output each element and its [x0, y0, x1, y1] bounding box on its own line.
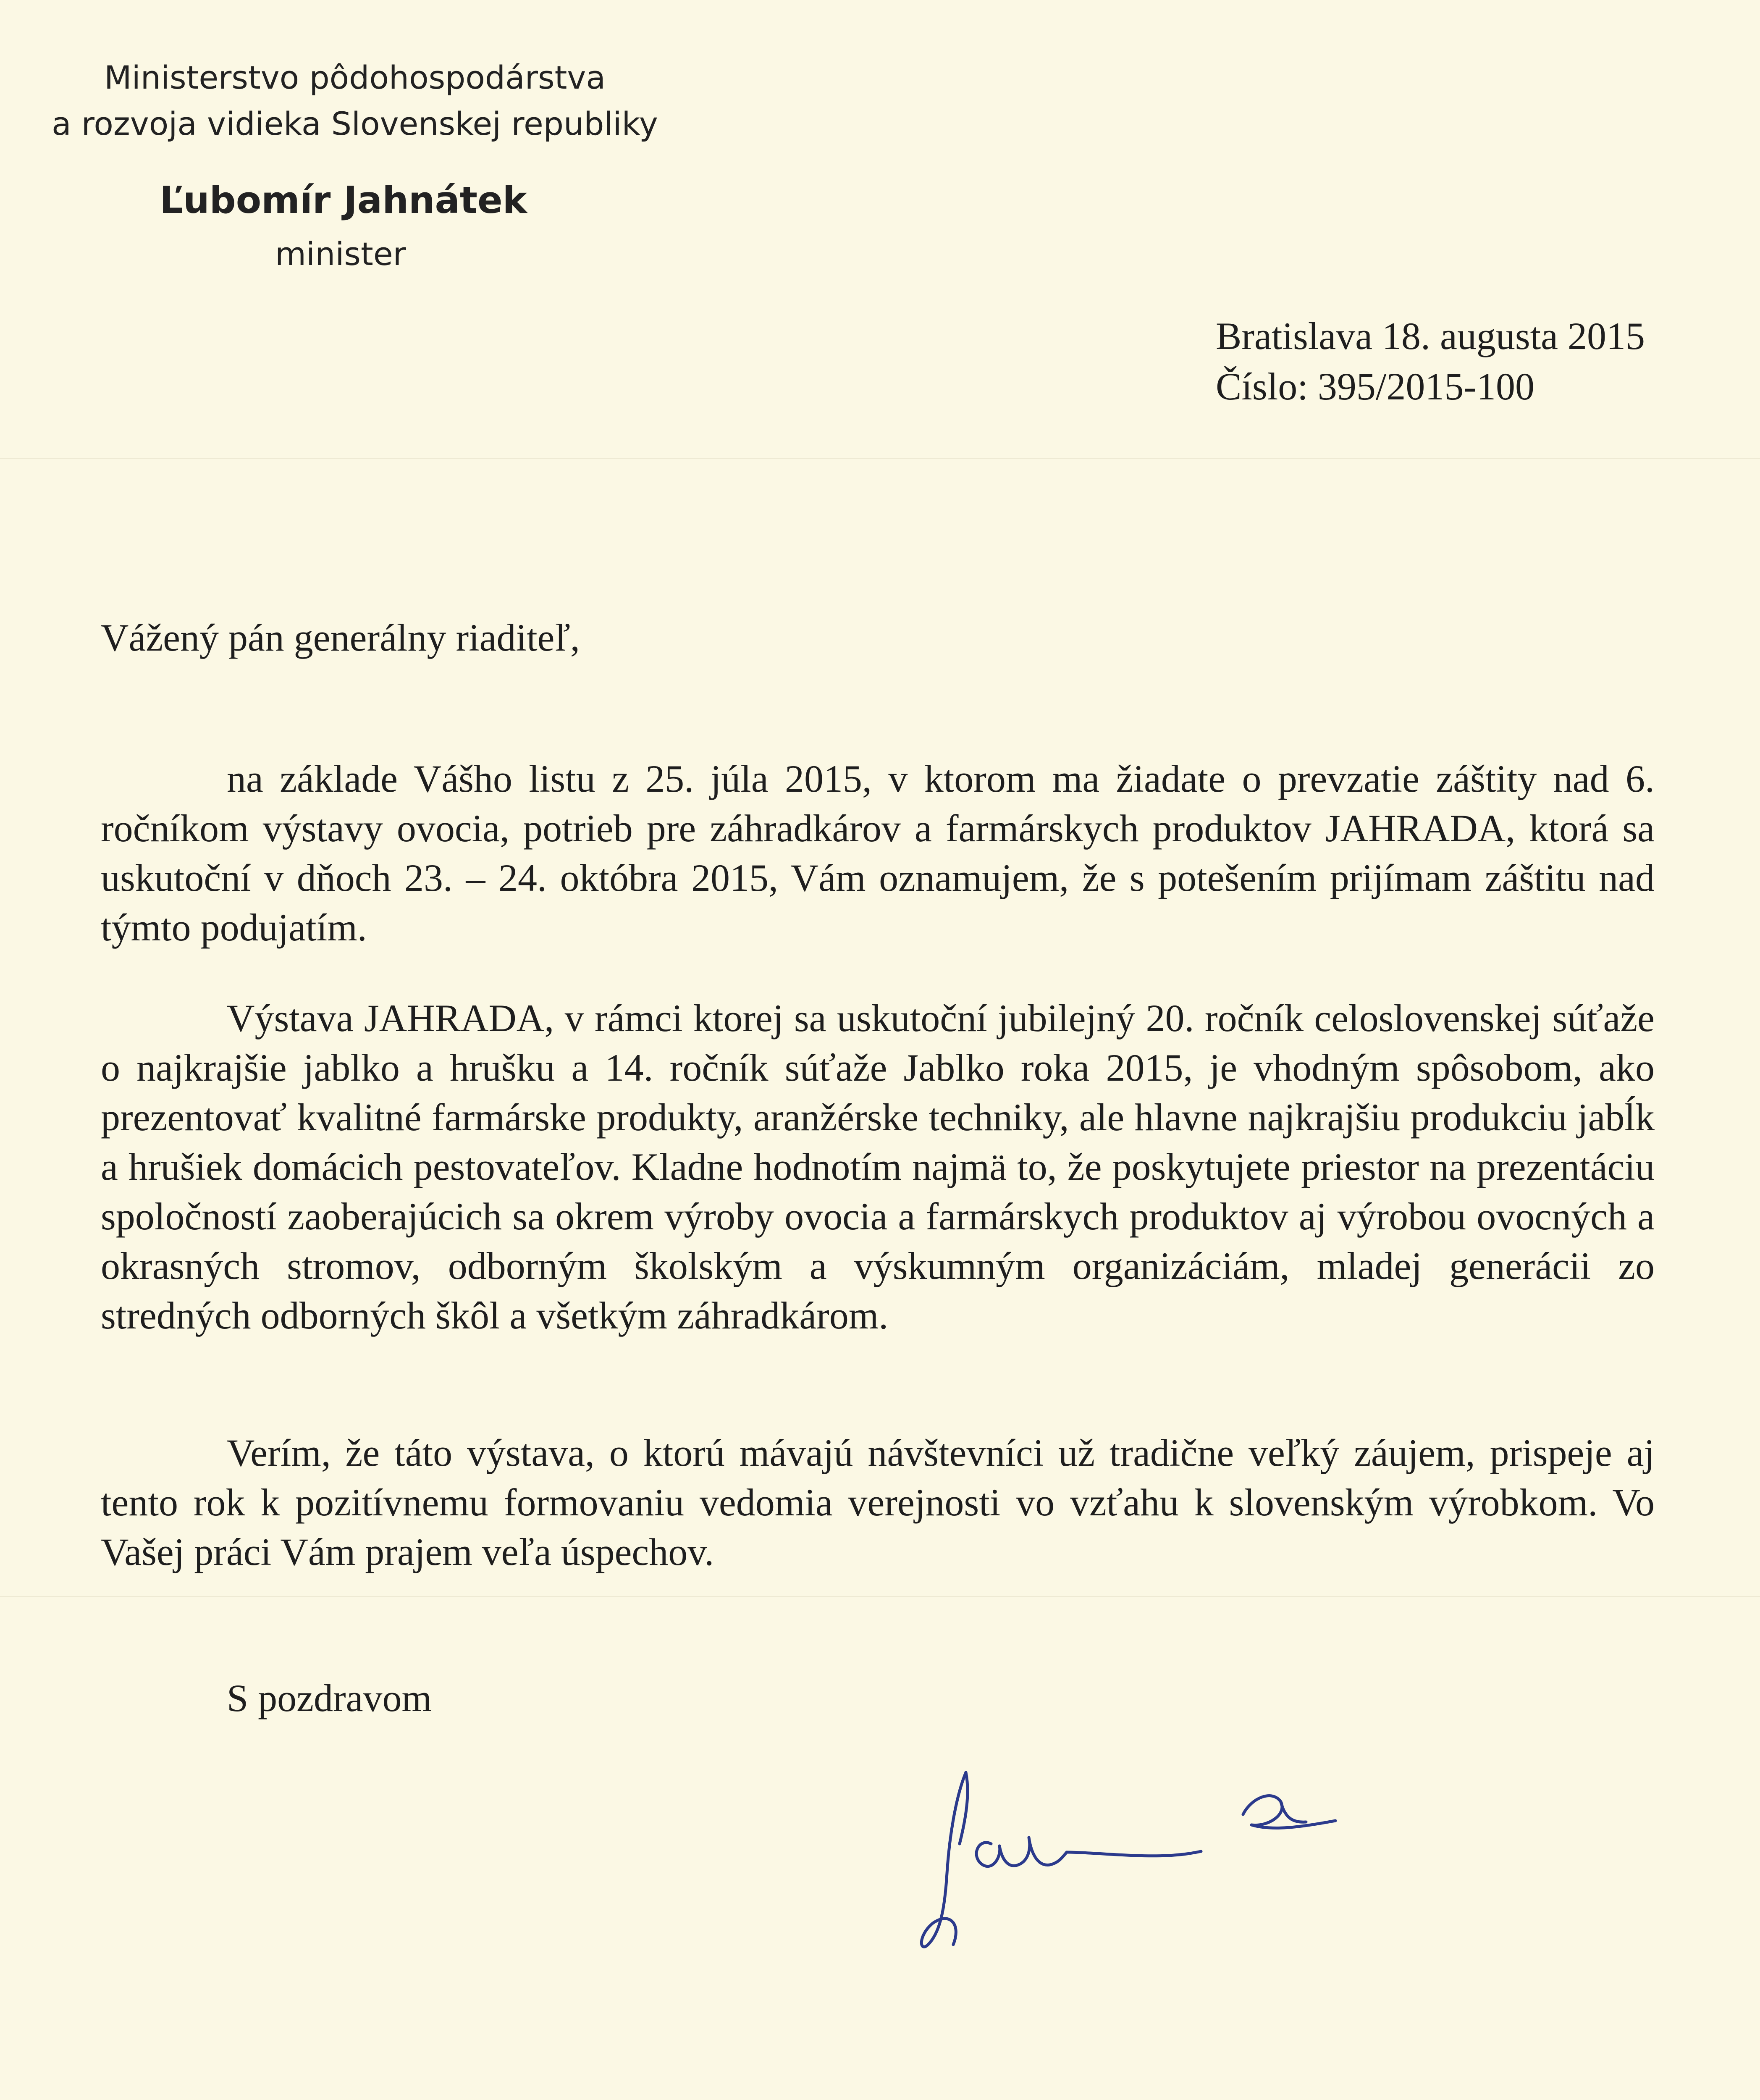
letterhead-ministry-line2: a rozvoja vidieka Slovenskej republiky [52, 105, 658, 142]
place-date: Bratislava 18. augusta 2015 [1216, 315, 1645, 357]
closing: S pozdravom [227, 1677, 432, 1719]
body-paragraph-3: Verím, že táto výstava, o ktorú mávajú návštevníci už tradične veľký záujem, prispeje aj tento rok k pozitívnemu formovaniu vedomia verejnosti vo vzťahu k slovenským výrobkom. Vo Vašej práci Vám prajem veľa úspechov. [101, 1431, 1655, 1573]
letterhead-ministry-line1: Ministerstvo pôdohospodárstva [104, 59, 606, 96]
date-reference-block [1216, 311, 1645, 412]
signature-icon [915, 1747, 1398, 1982]
fold-line [0, 458, 1760, 459]
minister-name: Ľubomír Jahnátek [160, 178, 527, 222]
minister-title: minister [275, 235, 406, 273]
body-paragraph-2: Výstava JAHRADA, v rámci ktorej sa uskutoční jubilejný 20. ročník celoslovenskej súťaže o najkrajšie jablko a hrušku a 14. ročník súťaže Jablko roka 2015, je vhodným spôsobom, ako prezentovať kvalitné farmárske produkty, aranžérske techniky, ale hlavne najkrajšiu produkciu jabĺk a hrušiek domácich pestovateľov. Kladne hodnotím najmä to, že poskytujete priestor na prezentáciu spoločností zaoberajúcich sa okrem výroby ovocia a farmárskych produktov aj výrobou ovocných a okrasných stromov, odborným školským a výskumným organizáciám, mladej generácii zo stredných odborných škôl a všetkým záhradkárom. [101, 997, 1655, 1337]
fold-line [0, 1596, 1760, 1597]
body-paragraph-1: na základe Vášho listu z 25. júla 2015, v ktorom ma žiadate o prevzatie záštity nad 6. ročníkom výstavy ovocia, potrieb pre záhradkárov a farmárskych produktov JAHRADA, ktorá sa uskutoční v dňoch 23. – 24. októbra 2015, Vám oznamujem, že s potešením prijímam záštitu nad týmto podujatím. [101, 757, 1655, 949]
salutation: Vážený pán generálny riaditeľ, [101, 616, 580, 659]
reference-number: Číslo: 395/2015-100 [1216, 365, 1535, 408]
letterhead [40, 55, 670, 147]
